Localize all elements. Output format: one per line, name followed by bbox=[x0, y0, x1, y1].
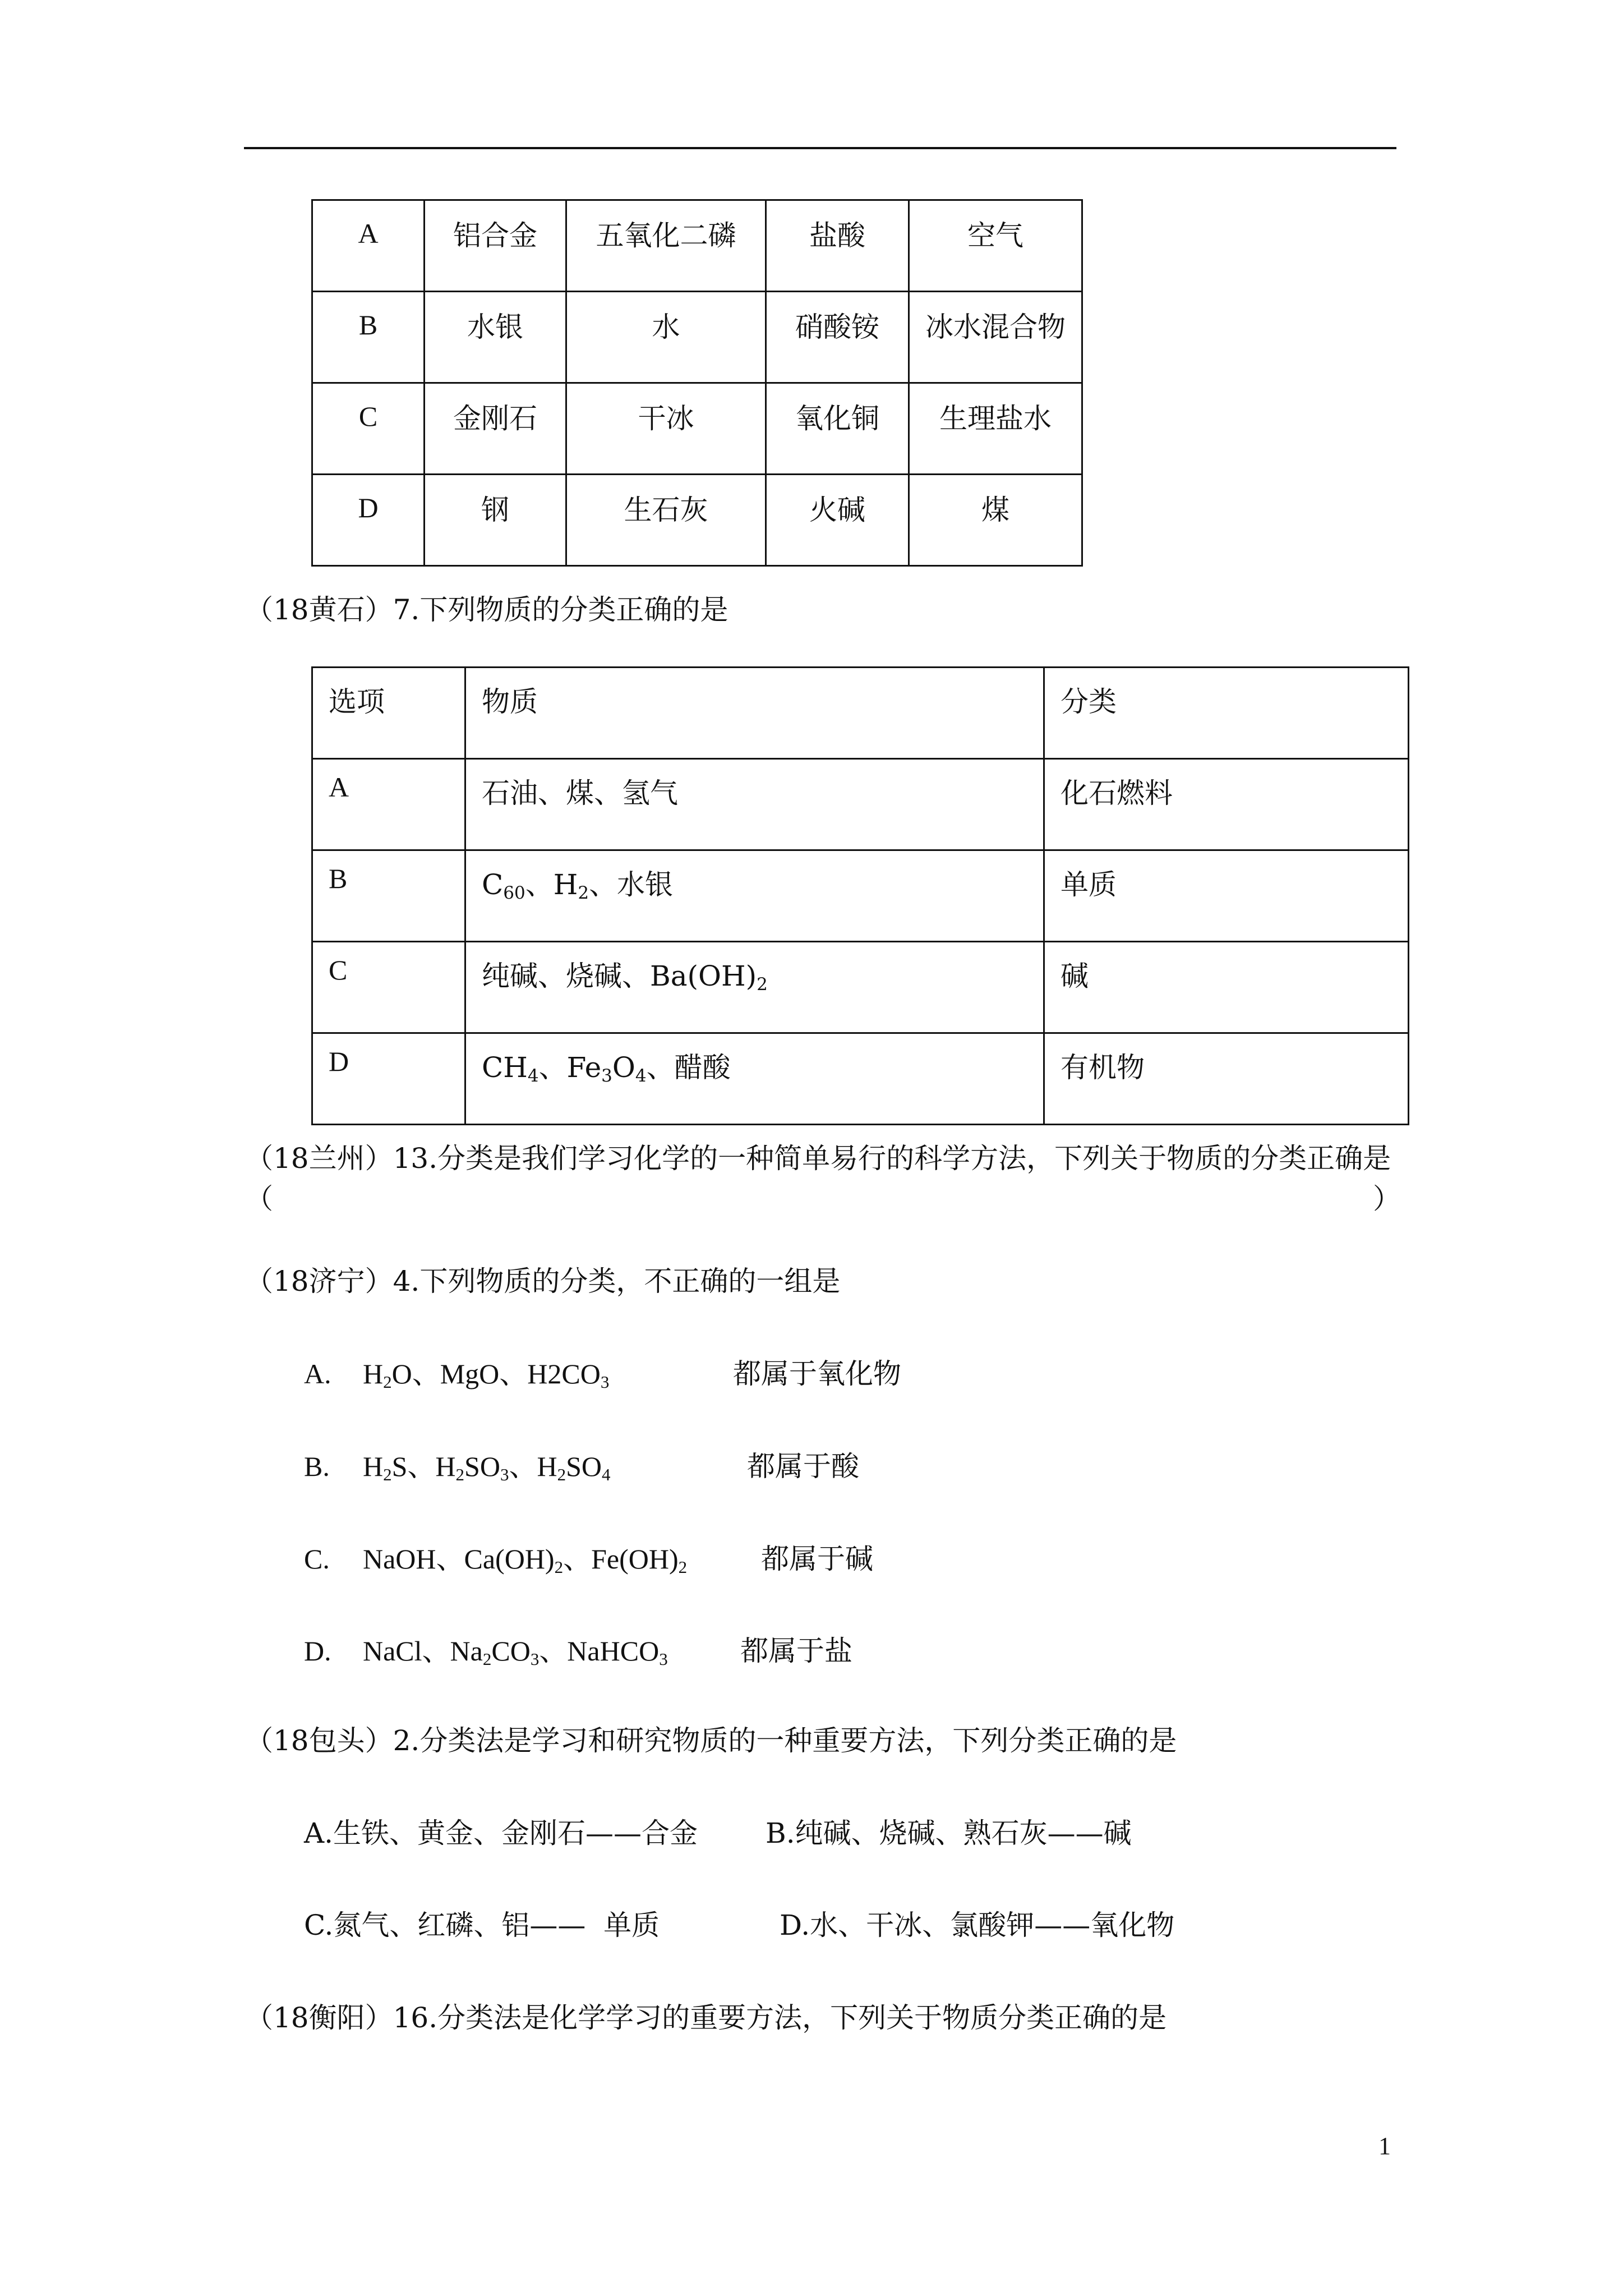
table-cell: 五氧化二磷 bbox=[566, 200, 766, 292]
option-label: A. bbox=[304, 1358, 331, 1389]
option-formula: NaOH、$Ca(OH)_2$、$Fe(OH)_2$ bbox=[363, 1543, 688, 1577]
option-description: 都属于氧化物 bbox=[733, 1358, 901, 1390]
table-cell: 氧化铜 bbox=[766, 383, 909, 475]
option-formula: NaCl、$Na_2CO_3$、NaHCO$_3$ bbox=[363, 1635, 668, 1669]
classification-table-huangshi bbox=[311, 666, 1409, 1125]
table-cell: 空气 bbox=[909, 200, 1082, 292]
question-title-jining: （18济宁）4.下列物质的分类，不正确的一组是 bbox=[245, 1265, 841, 1297]
question-title-lanzhou: （18兰州）13.分类是我们学习化学的一种简单易行的科学方法，下列关于物质的分类正确是 bbox=[245, 1142, 1391, 1175]
table-header-row bbox=[312, 668, 1409, 759]
option-description: 都属于碱 bbox=[761, 1543, 873, 1575]
question-title-huangshi: （18黄石）7.下列物质的分类正确的是 bbox=[245, 593, 728, 626]
table-cell: 火碱 bbox=[766, 475, 909, 566]
table-row bbox=[312, 475, 1082, 566]
table-cell: 生石灰 bbox=[566, 475, 766, 566]
header-cell-option: 选项 bbox=[312, 668, 465, 759]
table-cell: 生理盐水 bbox=[909, 383, 1082, 475]
classification-table-continued bbox=[311, 199, 1083, 567]
table-row bbox=[312, 850, 1409, 942]
table-cell: 水 bbox=[566, 292, 766, 383]
option-cell: C bbox=[312, 383, 425, 475]
header-cell-category: 分类 bbox=[1044, 668, 1409, 759]
table-row bbox=[312, 200, 1082, 292]
option-cell: D bbox=[312, 475, 425, 566]
table-cell: 铝合金 bbox=[425, 200, 566, 292]
table-cell: 冰水混合物 bbox=[909, 292, 1082, 383]
option-cell: B bbox=[312, 850, 465, 942]
table-row bbox=[312, 383, 1082, 475]
option-description: 都属于盐 bbox=[740, 1635, 852, 1667]
substance-cell: 石油、煤、氢气 bbox=[465, 759, 1044, 850]
substance-cell: $CH_4$、$Fe_3O_4$、醋酸 bbox=[465, 1033, 1044, 1125]
option-b: B.纯碱、烧碱、熟石灰——碱 bbox=[766, 1817, 1132, 1849]
table-cell: 煤 bbox=[909, 475, 1082, 566]
option-label: C. bbox=[304, 1543, 330, 1575]
table-row bbox=[312, 1033, 1409, 1125]
option-cell: D bbox=[312, 1033, 465, 1125]
table-row bbox=[312, 759, 1409, 850]
option-label: B. bbox=[304, 1451, 330, 1482]
option-formula: $H_2O$、MgO、$H2CO_3$ bbox=[363, 1358, 610, 1392]
header-cell-substance: 物质 bbox=[465, 668, 1044, 759]
header-rule bbox=[244, 147, 1396, 149]
category-cell: 有机物 bbox=[1044, 1033, 1409, 1125]
page-number: 1 bbox=[1378, 2132, 1391, 2160]
option-formula: $H_2S$、$H_2SO_3$、$H_2SO_4$ bbox=[363, 1451, 611, 1484]
option-cell: A bbox=[312, 200, 425, 292]
table-cell: 钢 bbox=[425, 475, 566, 566]
table-cell: 金刚石 bbox=[425, 383, 566, 475]
table-cell: 干冰 bbox=[566, 383, 766, 475]
option-cell: B bbox=[312, 292, 425, 383]
table-cell: 硝酸铵 bbox=[766, 292, 909, 383]
table-row bbox=[312, 942, 1409, 1033]
option-label: D. bbox=[304, 1635, 331, 1667]
option-cell: A bbox=[312, 759, 465, 850]
option-d: D.水、干冰、氯酸钾——氧化物 bbox=[780, 1909, 1175, 1941]
answer-paren-open: （ bbox=[245, 1182, 273, 1215]
table-cell: 盐酸 bbox=[766, 200, 909, 292]
option-cell: C bbox=[312, 942, 465, 1033]
category-cell: 碱 bbox=[1044, 942, 1409, 1033]
option-a: A.生铁、黄金、金刚石——合金 bbox=[304, 1817, 698, 1849]
substance-cell: 纯碱、烧碱、$Ba(OH)_2$ bbox=[465, 942, 1044, 1033]
option-c: C.氮气、红磷、铝—— 单质 bbox=[304, 1909, 660, 1941]
table-cell: 水银 bbox=[425, 292, 566, 383]
question-title-hengyang: （18衡阳）16.分类法是化学学习的重要方法，下列关于物质分类正确的是 bbox=[245, 2001, 1167, 2034]
substance-cell: $C_{60}$、$H_2$、水银 bbox=[465, 850, 1044, 942]
option-description: 都属于酸 bbox=[747, 1450, 859, 1483]
table-row bbox=[312, 292, 1082, 383]
category-cell: 化石燃料 bbox=[1044, 759, 1409, 850]
category-cell: 单质 bbox=[1044, 850, 1409, 942]
question-title-baotou: （18包头）2.分类法是学习和研究物质的一种重要方法，下列分类正确的是 bbox=[245, 1724, 1177, 1757]
answer-paren-close: ） bbox=[1373, 1182, 1401, 1215]
